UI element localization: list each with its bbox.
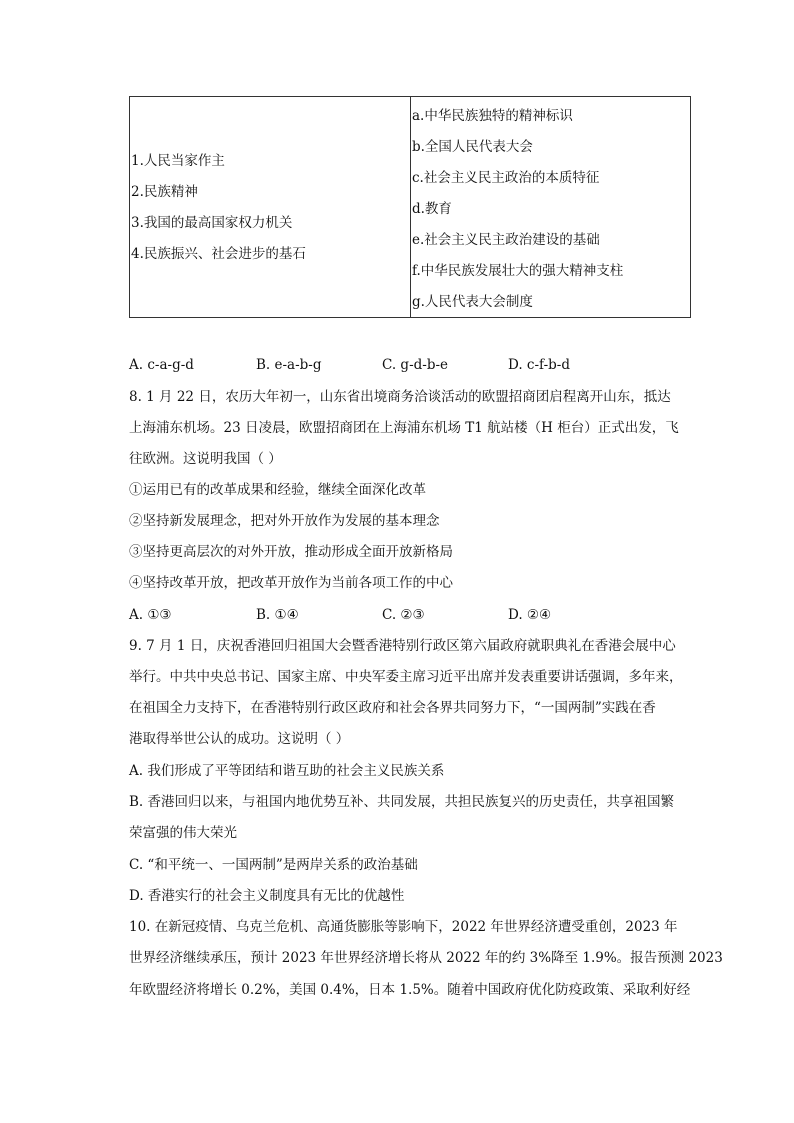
q9-line: 举行。中共中央总书记、国家主席、中央军委主席习近平出席并发表重要讲话强调，多年来，: [129, 669, 683, 685]
left-item: 4.民族振兴、社会进步的基石: [131, 246, 306, 262]
option-a: A. ①③: [129, 607, 172, 623]
left-item: 2.民族精神: [131, 184, 198, 200]
right-item: c.社会主义民主政治的本质特征: [412, 170, 600, 186]
q9-option: C. “和平统一、一国两制”是两岸关系的政治基础: [129, 857, 418, 873]
table-left-column: [131, 150, 409, 274]
option-d: D. ②④: [508, 607, 552, 623]
q9-line: 9. 7 月 1 日，庆祝香港回归祖国大会暨香港特别行政区第六届政府就职典礼在香港会展中心: [129, 638, 676, 654]
option-b: B. e-a-b-g: [256, 357, 322, 373]
left-item: 3.我国的最高国家权力机关: [131, 215, 293, 231]
left-item: 1.人民当家作主: [131, 153, 225, 169]
right-item: g.人民代表大会制度: [412, 294, 533, 310]
right-item: e.社会主义民主政治建设的基础: [412, 232, 600, 248]
right-item: f.中华民族发展壮大的强大精神支柱: [412, 263, 624, 279]
option-c: C. g-d-b-e: [382, 357, 449, 373]
option-a: A. c-a-g-d: [129, 357, 194, 373]
q8-item: ①运用已有的改革成果和经验，继续全面深化改革: [129, 482, 426, 498]
option-b: B. ①④: [256, 607, 299, 623]
q9-option: B. 香港回归以来，与祖国内地优势互补、共同发展，共担民族复兴的历史责任，共享祖国繁: [129, 794, 675, 810]
right-item: d.教育: [412, 201, 452, 217]
table-right-column: [412, 105, 688, 322]
table-divider: [410, 97, 411, 317]
q10-line: 10. 在新冠疫情、乌克兰危机、高通货膨胀等影响下，2022 年世界经济遭受重创，2023 年: [129, 919, 678, 935]
q9-option: A. 我们形成了平等团结和谐互助的社会主义民族关系: [129, 763, 445, 779]
q8-item: ④坚持改革开放，把改革开放作为当前各项工作的中心: [129, 575, 453, 591]
q10-line: 年欧盟经济将增长 0.2%，美国 0.4%，日本 1.5%。随着中国政府优化防疫政策、采取利好经: [129, 982, 691, 998]
q8-line: 上海浦东机场。23 日凌晨，欧盟招商团在上海浦东机场 T1 航站楼（H 柜台）正式出发，飞: [129, 420, 679, 436]
q8-line: 往欧洲。这说明我国（ ）: [129, 451, 282, 467]
q8-item: ③坚持更高层次的对外开放，推动形成全面开放新格局: [129, 544, 453, 560]
matching-table: [129, 96, 691, 318]
right-item: a.中华民族独特的精神标识: [412, 108, 573, 124]
q9-option: 荣富强的伟大荣光: [129, 825, 237, 841]
option-c: C. ②③: [382, 607, 425, 623]
q10-line: 世界经济继续承压，预计 2023 年世界经济增长将从 2022 年的约 3%降至 1.9%。报告预测 2023: [129, 950, 723, 966]
right-item: b.全国人民代表大会: [412, 139, 533, 155]
q8-item: ②坚持新发展理念，把对外开放作为发展的基本理念: [129, 513, 440, 529]
q9-line: 在祖国全力支持下，在香港特别行政区政府和社会各界共同努力下，“一国两制”实践在香: [129, 700, 656, 716]
q8-line: 8. 1 月 22 日，农历大年初一，山东省出境商务洽谈活动的欧盟招商团启程离开山东，抵达: [129, 389, 671, 405]
q9-option: D. 香港实行的社会主义制度具有无比的优越性: [129, 888, 405, 904]
q9-line: 港取得举世公认的成功。这说明（ ）: [129, 731, 350, 747]
option-d: D. c-f-b-d: [508, 357, 570, 373]
